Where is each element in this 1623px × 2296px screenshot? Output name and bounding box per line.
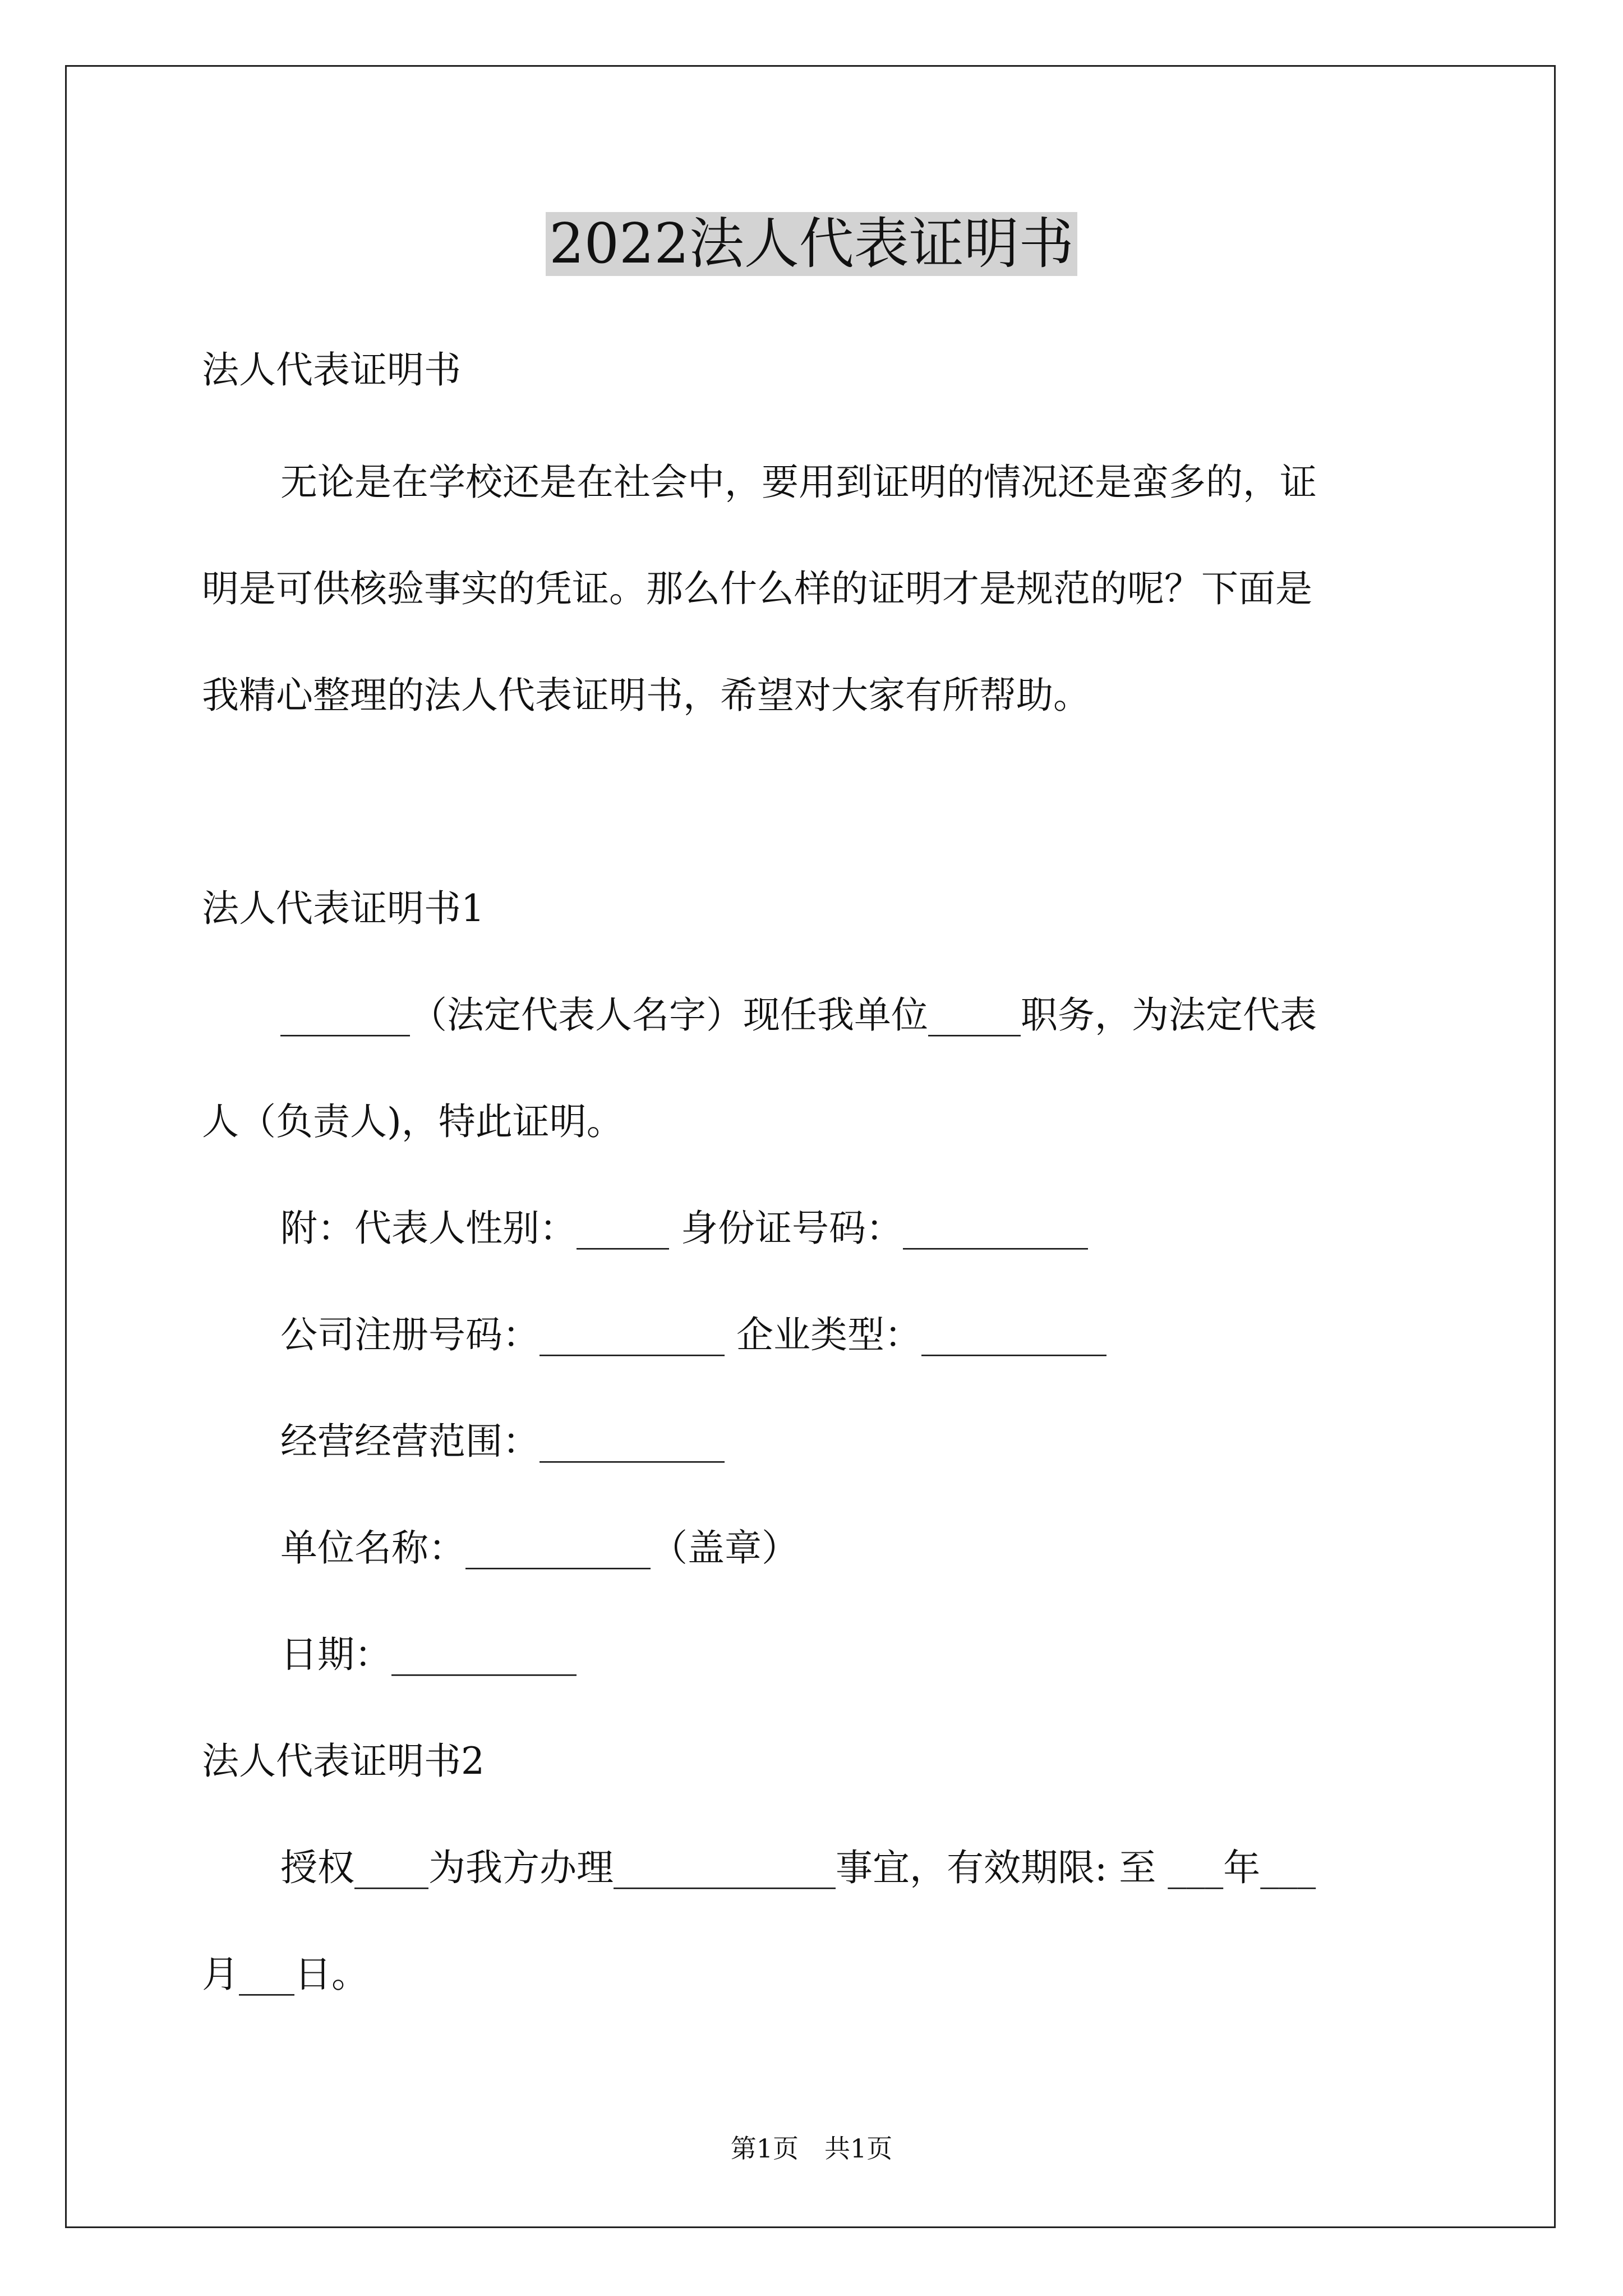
field-business-scope: 经营经营范围：__________ bbox=[280, 1420, 725, 1463]
certificate-1-line-1: _______（法定代表人名字）现任我单位_____职务，为法定代表 bbox=[280, 993, 1317, 1037]
page-number: 第1页 共1页 bbox=[730, 2133, 893, 2164]
certificate-2-line-2: 月___日。 bbox=[202, 1953, 368, 1996]
field-date: 日期：__________ bbox=[280, 1633, 577, 1676]
certificate-1-line-2: 人（负责人)，特此证明。 bbox=[202, 1100, 624, 1143]
document-title-text: 2022法人代表证明书 bbox=[546, 212, 1077, 276]
intro-paragraph-line-3: 我精心整理的法人代表证明书，希望对大家有所帮助。 bbox=[202, 674, 1090, 717]
section-heading-1: 法人代表证明书1 bbox=[202, 887, 485, 930]
intro-paragraph-line-2: 明是可供核验事实的凭证。那么什么样的证明才是规范的呢？下面是 bbox=[202, 567, 1312, 610]
field-registration-type: 公司注册号码：__________ 企业类型：__________ bbox=[280, 1313, 1106, 1356]
section-heading-2: 法人代表证明书2 bbox=[202, 1740, 485, 1783]
field-unit-name: 单位名称：__________（盖章） bbox=[280, 1526, 799, 1570]
intro-paragraph-line-1: 无论是在学校还是在社会中，要用到证明的情况还是蛮多的，证 bbox=[280, 461, 1317, 504]
certificate-2-line-1: 授权____为我方办理____________事宜，有效期限: 至 ___年___ bbox=[280, 1846, 1316, 1889]
section-heading-intro: 法人代表证明书 bbox=[202, 348, 461, 392]
document-title bbox=[0, 205, 1623, 283]
field-gender-id: 附：代表人性别：_____ 身份证号码：__________ bbox=[280, 1207, 1088, 1250]
